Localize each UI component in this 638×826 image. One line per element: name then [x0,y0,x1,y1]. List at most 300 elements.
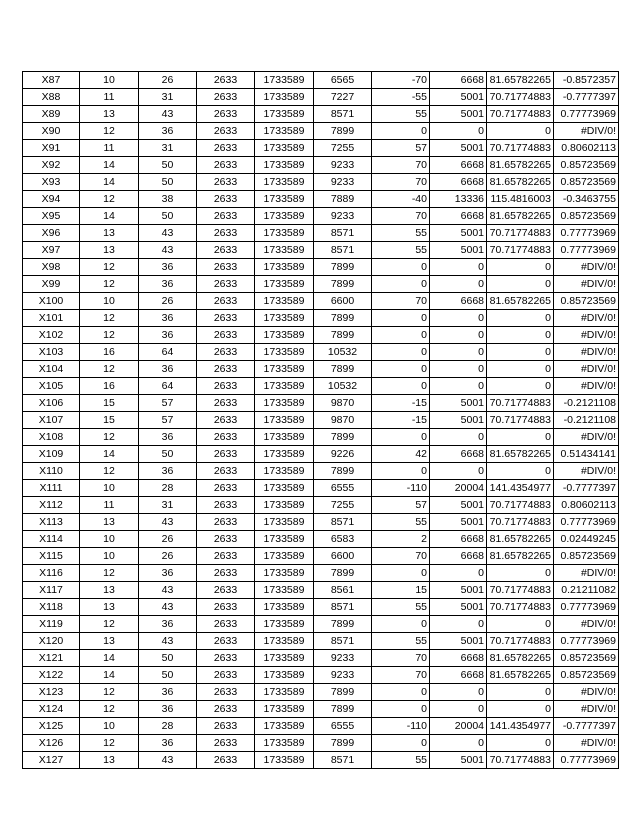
table-cell: 2633 [197,395,255,412]
table-cell: 1733589 [255,429,314,446]
table-cell: 0 [430,565,487,582]
row-label-cell: X97 [23,242,80,259]
table-row [23,106,619,123]
table-cell: 10 [80,293,139,310]
table-cell: 7255 [314,497,372,514]
table-row [23,446,619,463]
table-cell: 0.77773969 [554,514,619,531]
table-cell: #DIV/0! [554,701,619,718]
row-label-cell: X93 [23,174,80,191]
table-cell: 1733589 [255,378,314,395]
table-cell: -0.7777397 [554,718,619,735]
table-cell: 10 [80,480,139,497]
table-cell: -0.8572357 [554,72,619,89]
table-cell: 13 [80,599,139,616]
table-cell: 36 [139,123,197,140]
row-label-cell: X108 [23,429,80,446]
table-cell: -15 [372,412,430,429]
table-cell: 6668 [430,208,487,225]
table-cell: 0.85723569 [554,293,619,310]
table-cell: 6668 [430,446,487,463]
table-cell: 11 [80,140,139,157]
table-cell: #DIV/0! [554,735,619,752]
table-cell: 0.51434141 [554,446,619,463]
table-cell: 70.71774883 [487,242,554,259]
table-row [23,429,619,446]
table-cell: 0.85723569 [554,667,619,684]
table-cell: 7255 [314,140,372,157]
table-cell: 2633 [197,310,255,327]
table-cell: 0 [372,429,430,446]
table-cell: 10532 [314,378,372,395]
table-cell: 6668 [430,548,487,565]
table-cell: 8571 [314,514,372,531]
table-cell: 2633 [197,344,255,361]
table-cell: 9870 [314,395,372,412]
table-cell: 26 [139,293,197,310]
table-cell: 70.71774883 [487,225,554,242]
table-cell: 7899 [314,327,372,344]
table-row [23,480,619,497]
row-label-cell: X114 [23,531,80,548]
row-label-cell: X106 [23,395,80,412]
row-label-cell: X116 [23,565,80,582]
table-cell: -0.3463755 [554,191,619,208]
table-cell: 70.71774883 [487,599,554,616]
table-cell: 0 [430,310,487,327]
table-cell: -70 [372,72,430,89]
table-cell: 6555 [314,480,372,497]
table-cell: 12 [80,191,139,208]
table-cell: 13 [80,242,139,259]
table-cell: 0.85723569 [554,174,619,191]
table-cell: 6668 [430,293,487,310]
table-cell: 43 [139,514,197,531]
table-cell: 7899 [314,684,372,701]
table-cell: 1733589 [255,242,314,259]
table-cell: #DIV/0! [554,378,619,395]
table-cell: 8571 [314,599,372,616]
table-cell: 81.65782265 [487,174,554,191]
table-cell: 81.65782265 [487,446,554,463]
table-cell: 2633 [197,684,255,701]
table-cell: 0 [372,735,430,752]
table-cell: 43 [139,106,197,123]
table-cell: 9226 [314,446,372,463]
table-row [23,633,619,650]
table-cell: 5001 [430,140,487,157]
row-label-cell: X91 [23,140,80,157]
table-cell: 0 [372,378,430,395]
table-cell: 64 [139,378,197,395]
table-cell: #DIV/0! [554,327,619,344]
table-cell: 0.77773969 [554,225,619,242]
table-cell: 20004 [430,718,487,735]
table-row [23,582,619,599]
table-cell: 42 [372,446,430,463]
table-cell: 2633 [197,718,255,735]
table-cell: 11 [80,89,139,106]
table-cell: 2633 [197,752,255,769]
table-cell: 1733589 [255,514,314,531]
table-cell: 1733589 [255,361,314,378]
table-row [23,531,619,548]
table-cell: 1733589 [255,582,314,599]
table-cell: 6668 [430,174,487,191]
table-row [23,344,619,361]
table-cell: #DIV/0! [554,565,619,582]
table-cell: 14 [80,667,139,684]
table-cell: 8571 [314,752,372,769]
table-cell: 0 [372,310,430,327]
table-cell: 7899 [314,123,372,140]
table-cell: 7899 [314,701,372,718]
row-label-cell: X123 [23,684,80,701]
row-label-cell: X121 [23,650,80,667]
table-cell: 0.02449245 [554,531,619,548]
table-cell: 10 [80,72,139,89]
table-cell: #DIV/0! [554,276,619,293]
table-cell: 13336 [430,191,487,208]
table-cell: 0.80602113 [554,497,619,514]
table-cell: 12 [80,463,139,480]
table-cell: 1733589 [255,157,314,174]
row-label-cell: X112 [23,497,80,514]
table-cell: -0.7777397 [554,89,619,106]
row-label-cell: X115 [23,548,80,565]
table-cell: 43 [139,582,197,599]
table-cell: 0 [430,701,487,718]
table-cell: 6555 [314,718,372,735]
table-body [23,72,619,769]
table-cell: 5001 [430,395,487,412]
table-cell: -0.2121108 [554,395,619,412]
row-label-cell: X88 [23,89,80,106]
table-cell: 6668 [430,157,487,174]
table-row [23,259,619,276]
table-cell: 6583 [314,531,372,548]
row-label-cell: X122 [23,667,80,684]
table-cell: 70.71774883 [487,752,554,769]
table-cell: 36 [139,701,197,718]
table-cell: 1733589 [255,497,314,514]
table-cell: 9233 [314,650,372,667]
table-cell: 2633 [197,225,255,242]
table-cell: 1733589 [255,616,314,633]
table-row [23,191,619,208]
table-cell: 1733589 [255,650,314,667]
table-cell: 70.71774883 [487,89,554,106]
table-cell: 6565 [314,72,372,89]
table-cell: 0 [487,361,554,378]
table-cell: 26 [139,72,197,89]
table-cell: 2633 [197,361,255,378]
table-cell: 13 [80,752,139,769]
table-cell: 2633 [197,514,255,531]
table-cell: 0 [430,616,487,633]
table-cell: 12 [80,259,139,276]
table-cell: 70 [372,293,430,310]
table-cell: 0 [487,616,554,633]
table-cell: 70 [372,174,430,191]
data-table [22,71,619,769]
table-row [23,599,619,616]
table-cell: 1733589 [255,531,314,548]
table-cell: 12 [80,327,139,344]
table-cell: 36 [139,684,197,701]
table-cell: 1733589 [255,208,314,225]
table-cell: 55 [372,514,430,531]
table-cell: 1733589 [255,599,314,616]
table-cell: 13 [80,225,139,242]
table-row [23,123,619,140]
table-row [23,463,619,480]
table-cell: 50 [139,667,197,684]
table-cell: 0 [430,429,487,446]
table-cell: 2633 [197,242,255,259]
row-label-cell: X104 [23,361,80,378]
table-cell: 55 [372,106,430,123]
table-row [23,735,619,752]
table-cell: 0 [372,361,430,378]
table-cell: 70 [372,650,430,667]
table-row [23,361,619,378]
table-cell: 0 [487,378,554,395]
table-cell: 14 [80,174,139,191]
table-cell: 14 [80,446,139,463]
table-cell: 31 [139,497,197,514]
table-cell: 5001 [430,599,487,616]
table-cell: 2633 [197,106,255,123]
table-cell: 70 [372,157,430,174]
table-cell: 2633 [197,548,255,565]
table-cell: 6600 [314,548,372,565]
table-cell: 1733589 [255,123,314,140]
table-cell: 10 [80,548,139,565]
row-label-cell: X94 [23,191,80,208]
table-cell: -0.2121108 [554,412,619,429]
row-label-cell: X103 [23,344,80,361]
table-cell: 2633 [197,140,255,157]
row-label-cell: X87 [23,72,80,89]
row-label-cell: X119 [23,616,80,633]
table-cell: 0 [372,327,430,344]
table-cell: 10 [80,718,139,735]
table-cell: #DIV/0! [554,310,619,327]
table-cell: 7899 [314,565,372,582]
table-row [23,293,619,310]
row-label-cell: X99 [23,276,80,293]
table-cell: 11 [80,497,139,514]
table-cell: 36 [139,361,197,378]
table-cell: 0 [487,344,554,361]
table-cell: 70 [372,548,430,565]
table-row [23,310,619,327]
table-cell: 70.71774883 [487,582,554,599]
table-cell: 1733589 [255,565,314,582]
table-cell: 5001 [430,106,487,123]
table-cell: 7899 [314,616,372,633]
table-cell: 0 [430,463,487,480]
table-cell: 2633 [197,208,255,225]
table-cell: 141.4354977 [487,718,554,735]
table-cell: 2633 [197,191,255,208]
table-cell: 1733589 [255,735,314,752]
table-cell: -110 [372,480,430,497]
table-cell: 2633 [197,667,255,684]
table-cell: 12 [80,616,139,633]
table-row [23,157,619,174]
table-cell: 5001 [430,497,487,514]
table-cell: -0.7777397 [554,480,619,497]
table-cell: 2 [372,531,430,548]
table-cell: 2633 [197,174,255,191]
table-cell: 7899 [314,429,372,446]
table-cell: 0.80602113 [554,140,619,157]
table-cell: 2633 [197,582,255,599]
table-cell: 5001 [430,242,487,259]
table-cell: 0 [430,123,487,140]
table-cell: 15 [80,412,139,429]
table-row [23,701,619,718]
table-row [23,72,619,89]
table-cell: 31 [139,140,197,157]
table-row [23,718,619,735]
table-row [23,565,619,582]
table-cell: 10532 [314,344,372,361]
table-cell: 2633 [197,157,255,174]
table-cell: 12 [80,735,139,752]
table-cell: 15 [372,582,430,599]
table-cell: 9233 [314,174,372,191]
table-cell: 0 [430,378,487,395]
table-cell: 5001 [430,225,487,242]
table-cell: 0 [430,735,487,752]
table-cell: 15 [80,395,139,412]
table-cell: 1733589 [255,259,314,276]
table-cell: 1733589 [255,752,314,769]
table-cell: 26 [139,548,197,565]
table-cell: 55 [372,752,430,769]
table-cell: 0 [430,684,487,701]
table-cell: 0.77773969 [554,106,619,123]
table-cell: 55 [372,633,430,650]
table-cell: 70.71774883 [487,633,554,650]
table-cell: 12 [80,429,139,446]
table-cell: 0 [372,123,430,140]
table-cell: 6668 [430,667,487,684]
table-cell: #DIV/0! [554,361,619,378]
table-row [23,225,619,242]
table-cell: 2633 [197,89,255,106]
table-row [23,650,619,667]
table-cell: 12 [80,123,139,140]
table-cell: 81.65782265 [487,548,554,565]
table-cell: 70.71774883 [487,140,554,157]
table-cell: 81.65782265 [487,72,554,89]
table-cell: 36 [139,429,197,446]
table-cell: 6600 [314,293,372,310]
table-cell: -110 [372,718,430,735]
table-cell: 0.77773969 [554,242,619,259]
table-cell: 2633 [197,599,255,616]
table-cell: 2633 [197,463,255,480]
table-cell: 0 [487,123,554,140]
table-row [23,752,619,769]
table-row [23,208,619,225]
table-cell: 2633 [197,276,255,293]
table-cell: 1733589 [255,548,314,565]
row-label-cell: X100 [23,293,80,310]
table-cell: 13 [80,633,139,650]
row-label-cell: X110 [23,463,80,480]
table-cell: 5001 [430,412,487,429]
table-cell: 0 [487,565,554,582]
table-cell: 50 [139,208,197,225]
table-cell: 28 [139,718,197,735]
table-cell: 5001 [430,514,487,531]
table-cell: 1733589 [255,310,314,327]
table-cell: 8571 [314,225,372,242]
table-cell: 70.71774883 [487,412,554,429]
table-cell: 0 [372,276,430,293]
table-cell: 141.4354977 [487,480,554,497]
table-cell: 57 [139,412,197,429]
table-cell: 13 [80,582,139,599]
table-cell: 1733589 [255,191,314,208]
table-cell: 2633 [197,735,255,752]
table-row [23,616,619,633]
table-row [23,89,619,106]
table-cell: 28 [139,480,197,497]
table-row [23,667,619,684]
table-cell: 7889 [314,191,372,208]
table-cell: 64 [139,344,197,361]
table-row [23,514,619,531]
table-cell: 1733589 [255,718,314,735]
table-row [23,242,619,259]
table-cell: 0 [430,344,487,361]
table-cell: 0 [430,276,487,293]
table-cell: 0 [487,735,554,752]
table-row [23,395,619,412]
table-cell: 8561 [314,582,372,599]
table-cell: 50 [139,157,197,174]
row-label-cell: X107 [23,412,80,429]
table-cell: 0 [487,701,554,718]
table-row [23,140,619,157]
table-cell: 81.65782265 [487,157,554,174]
table-cell: 5001 [430,582,487,599]
table-cell: 0.85723569 [554,650,619,667]
table-cell: 7899 [314,276,372,293]
row-label-cell: X111 [23,480,80,497]
table-cell: 0 [372,463,430,480]
table-cell: 0 [430,259,487,276]
table-cell: 5001 [430,89,487,106]
row-label-cell: X125 [23,718,80,735]
table-cell: 55 [372,242,430,259]
table-cell: 0 [487,276,554,293]
table-cell: 57 [139,395,197,412]
table-cell: 2633 [197,378,255,395]
table-cell: 70.71774883 [487,106,554,123]
table-cell: 1733589 [255,667,314,684]
row-label-cell: X101 [23,310,80,327]
table-cell: 1733589 [255,446,314,463]
table-cell: 1733589 [255,480,314,497]
table-cell: 1733589 [255,412,314,429]
